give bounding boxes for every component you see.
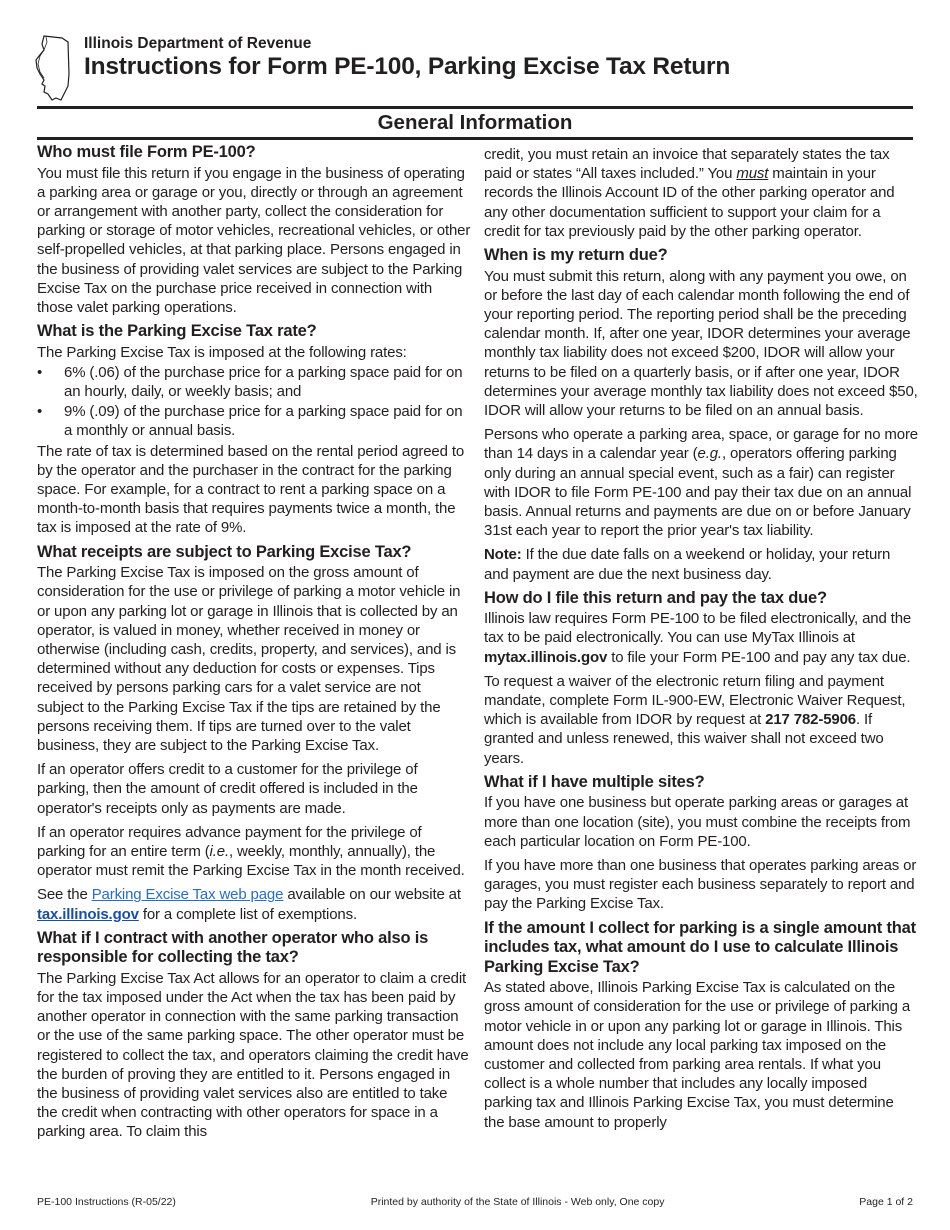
text: maintain in your records the Illinois Account ID of the other parking operator and any other documentation sufficient to support your claim for a credit for tax previously paid by the other parking operator. (484, 165, 895, 240)
italic-text: e.g. (697, 445, 722, 463)
text: If you have one business but operate parking areas or garages at more than one location (site), you must combine the receipts from each particular location on Form PE-100. (484, 794, 911, 850)
section-heading (484, 246, 918, 266)
bullet-item (37, 402, 471, 440)
text: You must file this return if you engage in the business of operating a parking area or garage or you, directly or through an agreement or arrangement with another party, collect the consideration for parking or storage of motor vehicles, recreational vehicles, or other self-propelled vehicles, at that parking place. Persons engaged in the business of providing valet services are subject to the Parking Excise Tax on the purchase price received in connection with those valet parking operations. (37, 164, 471, 316)
paragraph (37, 823, 471, 881)
paragraph (37, 885, 471, 923)
section-heading (37, 929, 471, 968)
text: If the due date falls on a weekend or holiday, your return and payment are due the next business day. (484, 546, 891, 583)
text: What if I have multiple sites? (484, 772, 705, 791)
illinois-state-outline-logo (34, 34, 78, 102)
text: The rate of tax is determined based on the rental period agreed to by the operator and the purchaser in the contract for the parking space. For example, for a contract to rent a parking space on a month-to-month basis that requires payments twice a month, the tax is imposed at the rate of 9%. (37, 442, 465, 537)
paragraph (37, 969, 471, 1142)
section-heading (37, 322, 471, 342)
bold-text: mytax.illinois.gov (484, 648, 608, 666)
text: What is the Parking Excise Tax rate? (37, 322, 317, 341)
paragraph (484, 145, 918, 241)
text: . If granted and unless renewed, this waiver shall not exceed two years. (484, 711, 884, 767)
section-title: General Information (377, 111, 573, 134)
text: Persons who operate a parking area, space, or garage for no more than 14 days in a calendar year ( (484, 426, 918, 463)
paragraph (37, 442, 471, 538)
bullet-item (37, 363, 471, 401)
text: The Parking Excise Tax is imposed at the following rates: (37, 343, 407, 361)
paragraph (37, 563, 471, 755)
text: to file your Form PE-100 and pay any tax due. (607, 648, 911, 666)
text: To request a waiver of the electronic return filing and payment mandate, complete Form IL-900-EW, Electronic Waiver Request, which is available from IDOR by request at (484, 672, 906, 729)
text: , weekly, monthly, annually), the operator must remit the Parking Excise Tax in the month received. (37, 843, 465, 880)
page-number: Page 1 of 2 (859, 1196, 913, 1208)
text: available on our website at (283, 886, 461, 904)
text: for a complete list of exemptions. (138, 905, 357, 923)
text: If an operator requires advance payment for the privilege of parking for an entire term ( (37, 823, 422, 860)
text: If you have more than one business that operates parking areas or garages, you must register each business separately to report and pay the Parking Excise Tax. (484, 857, 917, 913)
paragraph (484, 856, 918, 914)
paragraph (484, 425, 918, 540)
section-heading (37, 143, 471, 163)
paragraph (37, 164, 471, 318)
text: , operators offering parking only during an annual special event, such as a fair) can register with IDOR to file Form PE-100 and pay their tax due on an annual basis. Annual returns and payments are due on or before January 31st each year to report the prior year's tax liability. (484, 445, 912, 540)
italic-text: i.e. (209, 843, 229, 860)
emphasis-text: must (736, 165, 769, 183)
text: Who must file Form PE-100? (37, 143, 256, 161)
text: Illinois law requires Form PE-100 to be filed electronically, and the tax to be paid electronically. You can use MyTax Illinois at (484, 610, 912, 647)
paragraph (37, 760, 471, 818)
form-revision: PE-100 Instructions (R-05/22) (37, 1196, 176, 1208)
text: What receipts are subject to Parking Excise Tax? (37, 542, 412, 561)
right-column (484, 145, 918, 1137)
paragraph (484, 609, 918, 667)
divider (37, 137, 913, 140)
paragraph (484, 793, 918, 851)
paragraph (484, 267, 918, 421)
text: See the (37, 886, 92, 904)
text: If an operator offers credit to a customer for the privilege of parking, then the amount of credit offered is included in the operator's receipts only as payments are made. (37, 761, 418, 817)
text: As stated above, Illinois Parking Excise Tax is calculated on the gross amount of consideration for the use or privilege of parking a motor vehicle in or upon any parking lot or garage in Illinois. This amount does not include any local parking tax imposed on the customer and collected from parking area rentals. If what you collect is a whole number that includes any locally imposed parking tax and Illinois Parking Excise Tax, you must determine the base amount to properly (484, 979, 911, 1131)
left-column (37, 143, 471, 1147)
paragraph (484, 978, 918, 1132)
web-page-link[interactable]: Parking Excise Tax web page (91, 886, 284, 904)
footer (37, 1196, 913, 1209)
paragraph (484, 545, 918, 583)
print-authority: Printed by authority of the State of Illinois - Web only, One copy (370, 1196, 665, 1208)
text: You must submit this return, along with any payment you owe, on or before the last day of each calendar month following the end of your reporting period. The reporting period shall be the preceding calendar month. If, after one year, IDOR determines your average monthly tax liability does not exceed $200, IDOR will allow your returns to be filed on a quarterly basis, or if after one year, IDOR determines your average monthly tax liability does not exceed $50, IDOR will allow your returns to be filed on an annual basis. (484, 267, 918, 419)
document-title: Instructions for Form PE-100, Parking Excise Tax Return (84, 53, 731, 80)
bold-text: 217 782-5906 (765, 711, 856, 729)
agency-name: Illinois Department of Revenue (84, 35, 312, 52)
section-heading (484, 589, 918, 609)
paragraph (37, 343, 471, 362)
paragraph (484, 672, 918, 768)
text: The Parking Excise Tax is imposed on the gross amount of consideration for the use or privilege of parking a motor vehicle in or upon any parking lot or garage in Illinois that is collected by an operator, is valued in money, whether received in money or otherwise (including cash, credits, property, and services), and is determined without any deduction for costs or expenses. Tips received by persons parking cars for a valet service are not subject to the Parking Excise Tax if the tips are retained by the persons receiving them. If tips are turned over to the valet business, they are subject to the Parking Excise Tax. (37, 564, 461, 754)
website-link[interactable]: tax.illinois.gov (37, 905, 139, 923)
text: credit, you must retain an invoice that separately states the tax paid or states “All taxes included.” You (484, 146, 890, 183)
section-heading (37, 543, 471, 563)
text: How do I file this return and pay the tax due? (484, 588, 827, 607)
text: 9% (.09) of the purchase price for a parking space paid for on a monthly or annual basis. (64, 403, 463, 440)
text: When is my return due? (484, 246, 668, 265)
section-heading (484, 919, 918, 978)
text: What if I contract with another operator who also is responsible for collecting the tax? (37, 928, 429, 967)
text: If the amount I collect for parking is a single amount that includes tax, what amount do I use to calculate Illinois Parking Excise Tax? (484, 918, 916, 976)
bold-text: Note: (484, 546, 522, 564)
section-heading (484, 773, 918, 793)
text: The Parking Excise Tax Act allows for an operator to claim a credit for the tax imposed under the Act when the tax has been paid by another operator in connection with the same parking transaction or the use of the same parking space. The other operator must be registered to collect the tax, and operators claiming the credit have the burden of proving they are entitled to it. Persons engaged in the business of providing valet services also are entitled to take the credit when contracting with other operators for space in a parking area. To claim this (37, 969, 469, 1141)
divider (37, 106, 913, 109)
text: 6% (.06) of the purchase price for a parking space paid for on an hourly, daily, or weekly basis; and (64, 363, 463, 401)
